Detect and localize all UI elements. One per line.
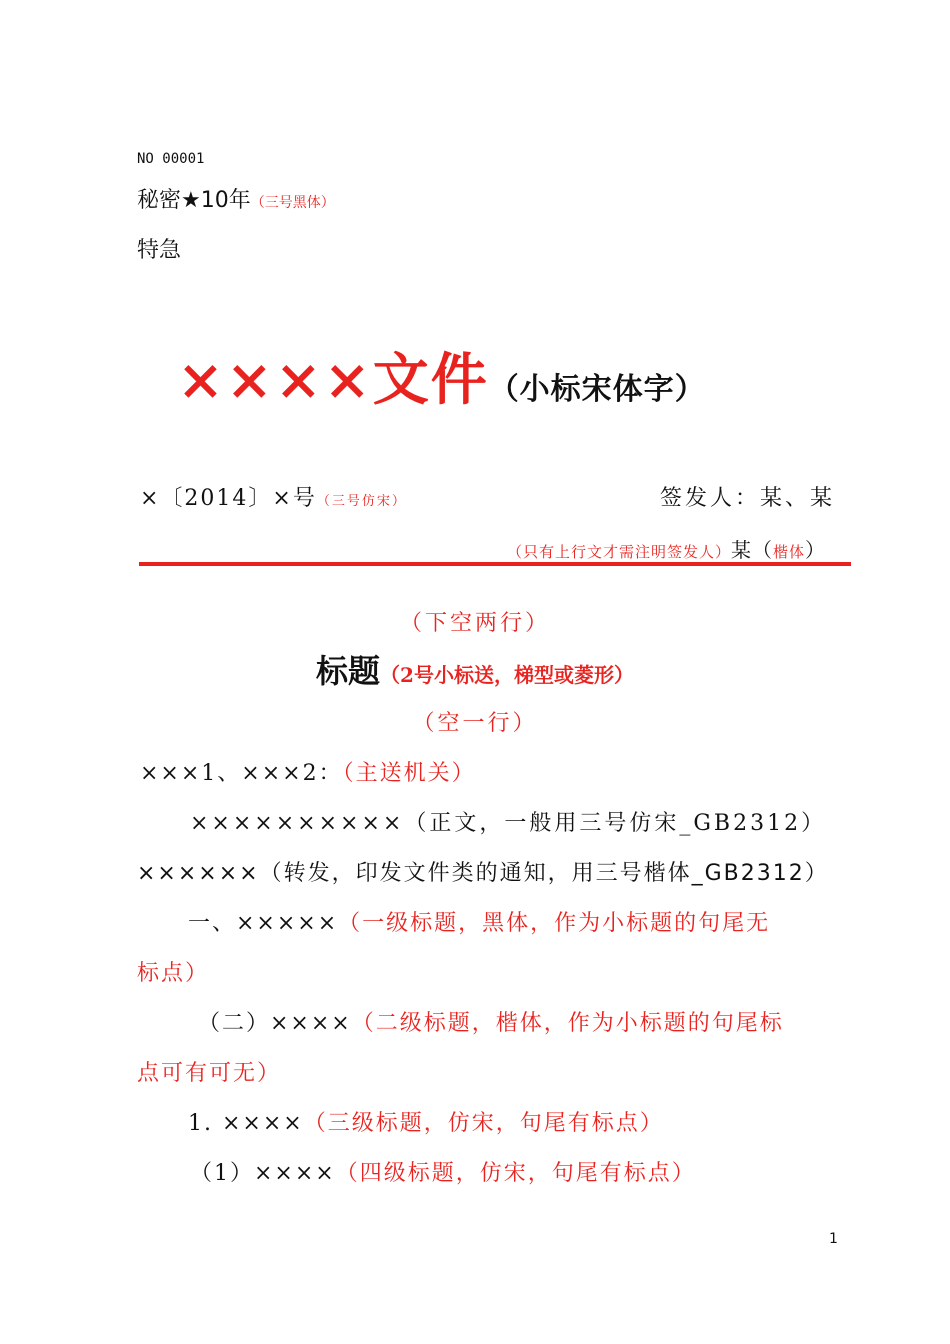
level3-prefix: 1. ×××× bbox=[188, 1111, 304, 1136]
signer: 签发人：某、某 bbox=[660, 486, 836, 511]
level1-prefix: 一、××××× bbox=[188, 911, 339, 936]
level1-note-continued: 标点） bbox=[137, 961, 210, 986]
signer-font-note: 楷体 bbox=[773, 543, 806, 561]
secret-level-text: 秘密★10年 bbox=[137, 188, 251, 213]
red-separator-rule bbox=[139, 562, 851, 566]
document-number-note: （三号仿宋） bbox=[316, 494, 407, 509]
level1-heading bbox=[188, 906, 770, 937]
recipients-text: ×××1、×××2： bbox=[140, 761, 343, 786]
signer-close-paren: ） bbox=[805, 538, 827, 562]
heading-note: （2号小标送，梯型或菱形） bbox=[380, 663, 634, 687]
level3-heading bbox=[188, 1106, 664, 1137]
recipients-note: （主送机关） bbox=[342, 761, 476, 786]
level4-note: （四级标题，仿宋，句尾有标点） bbox=[335, 1161, 696, 1186]
signer-note bbox=[507, 534, 826, 563]
signer-name: 某（ bbox=[731, 538, 774, 562]
org-document-title bbox=[177, 336, 706, 416]
secret-level-note: （三号黑体） bbox=[250, 195, 335, 211]
level2-note: （二级标题，楷体，作为小标题的句尾标 bbox=[351, 1011, 784, 1036]
forward-line: ××××××（转发，印发文件类的通知，用三号楷体_GB2312） bbox=[137, 861, 829, 886]
document-number bbox=[140, 481, 407, 512]
level2-prefix: （二）×××× bbox=[198, 1011, 352, 1036]
heading-text: 标题 bbox=[316, 652, 381, 690]
signer-note-text: （只有上行文才需注明签发人） bbox=[507, 543, 732, 561]
secret-level bbox=[137, 183, 335, 214]
level2-heading bbox=[198, 1006, 784, 1037]
document-number-text: ×〔2014〕×号 bbox=[140, 486, 317, 511]
recipients-line bbox=[140, 756, 476, 787]
document-heading bbox=[0, 646, 950, 692]
blank-two-lines-note: （下空两行） bbox=[399, 611, 550, 636]
level3-note: （三级标题，仿宋，句尾有标点） bbox=[303, 1111, 664, 1136]
page-number: 1 bbox=[829, 1231, 838, 1247]
level4-prefix: （1）×××× bbox=[190, 1161, 336, 1186]
blank-one-line-note: （空一行） bbox=[412, 711, 538, 736]
urgency-label: 特急 bbox=[137, 238, 182, 263]
org-title-note: （小标宋体字） bbox=[488, 372, 706, 407]
main-body-text: ××××××××××（正文，一般用三号仿宋_GB2312） bbox=[190, 811, 827, 836]
level4-heading bbox=[190, 1156, 696, 1187]
level1-note: （一级标题，黑体，作为小标题的句尾无 bbox=[338, 911, 771, 936]
serial-number: NO 00001 bbox=[137, 151, 205, 167]
org-title-text: ××××文件 bbox=[177, 347, 489, 413]
level2-note-continued: 点可有可无） bbox=[137, 1061, 282, 1086]
